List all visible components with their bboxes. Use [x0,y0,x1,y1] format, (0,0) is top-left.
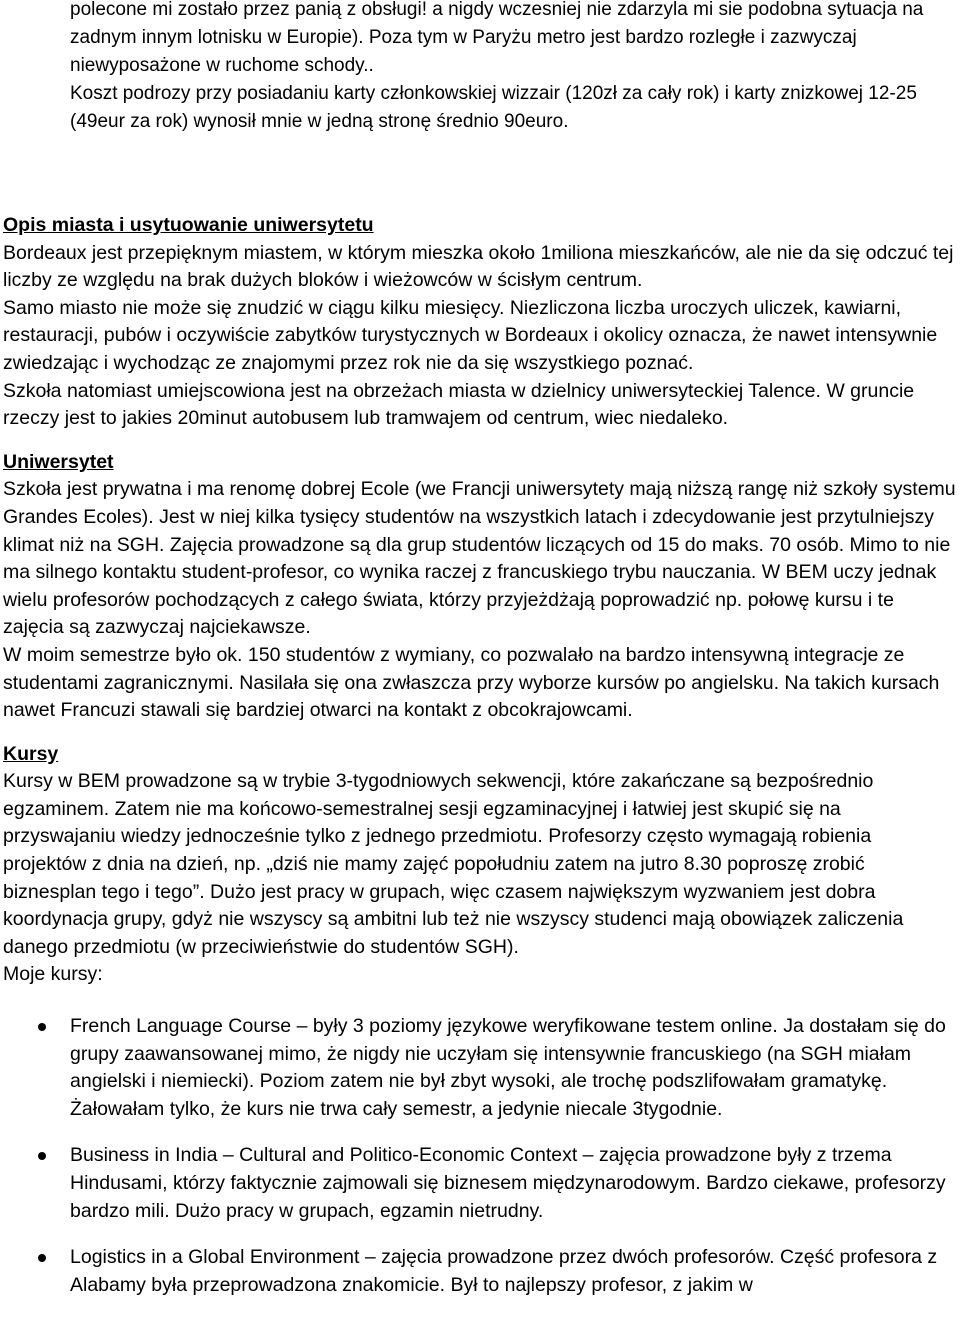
intro-paragraph-2: Koszt podrozy przy posiadaniu karty członkowskiej wizzair (120zł za cały rok) i karty znizkowej 12-25 (49eur za rok) wynosił mnie w jedną stronę średnio 90euro. [70,83,917,132]
university-paragraph-1: Szkoła jest prywatna i ma renomę dobrej Ecole (we Francji uniwersytety mają niższą rangę niż szkoły systemu Grandes Ecoles). Jest w niej kilka tysięcy studentów na wszystkich latach i zdecydowanie jest przytulniejszy klimat niż na SGH. Zajęcia prowadzone są dla grup studentów liczących od 15 do maks. 70 osób. Mimo to nie ma silnego kontaktu student-profesor, co wynika raczej z francuskiego trybu nauczania. W BEM uczy jednak wielu profesorów pochodzących z całego świata, którzy przyjeżdżają poprowadzić np. połowę kursu i te zajęcia są zazwyczaj najciekawsze. [3,478,956,639]
courses-paragraph-1: Kursy w BEM prowadzone są w trybie 3-tygodniowych sekwencji, które zakańczane są bezpośrednio egzaminem. Zatem nie ma końcowo-semestralnej sesji egzaminacyjnej i łatwiej jest skupić się na przyswajaniu wiedzy jednocześnie tylko z jednego przedmiotu. Profesorzy często wymagają robienia projektów z dnia na dzień, np. „dziś nie mamy zajęć popołudniu zatem na jutro 8.30 poproszę zrobić biznesplan tego i tego”. Dużo jest pracy w grupach, więc czasem największym wyzwaniem jest dobra koordynacja grupy, gdyż nie wszyscy są ambitni lub też nie wszyscy studenci mają obowiązek zaliczenia danego przedmiotu (w przeciwieństwie do studentów SGH). [3,770,904,958]
my-courses-label: Moje kursy: [3,963,103,986]
courses-heading: Kursy [3,742,59,765]
city-paragraph-3: Szkoła natomiast umiejscowiona jest na obrzeżach miasta w dzielnicy uniwersyteckiej Talence. W gruncie rzeczy jest to jakies 20minut autobusem lub tramwajem od centrum, wiec niedaleko. [3,379,915,430]
section-gap [3,725,958,741]
course-item: Logistics in a Global Environment – zajęcia prowadzone przez dwóch profesorów. Część profesora z Alabamy była przeprowadzona znakomicie. Był to najlepszy profesor, z jakim w [3,1244,958,1299]
intro-paragraph-1: polecone mi zostało przez panią z obsługi! a nigdy wczesniej nie zdarzyla mi sie podobna sytuacja na zadnym innym lotnisku w Europie). Poza tym w Paryżu metro jest bardzo rozległe i zazwyczaj niewyposażone w ruchome schody.. [70,0,924,76]
university-heading: Uniwersytet [3,450,114,473]
city-paragraph-2: Samo miasto nie może się znudzić w ciągu kilku miesięcy. Niezliczona liczba uroczych uliczek, kawiarni, restauracji, pubów i oczywiście zabytków turystycznych w Bordeaux i okolicy oznacza, że nawet intensywnie zwiedzając i wychodząc ze znajomymi przez rok nie da się wszystkiego poznać. [3,296,938,374]
university-paragraph-2: W moim semestrze było ok. 150 studentów z wymiany, co pozwalało na bardzo intensywną integracje ze studentami zagranicznymi. Nasilała się ona zwłaszcza przy wyborze kursów po angielsku. Na takich kursach nawet Francuzi stawali się bardziej otwarci na kontakt z obcokrajowcami. [3,643,940,722]
course-list [3,1013,958,1299]
course-item: French Language Course – były 3 poziomy językowe weryfikowane testem online. Ja dostałam się do grupy zaawansowanej mimo, że nigdy nie uczyłam się intensywnie francuskiego (na SGH miałam angielski i niemiecki). Poziom zatem nie był zbyt wysoki, ale trochę podszlifowałam gramatykę. Żałowałam tylko, że kurs nie trwa cały semestr, a jedynie niecale 3tygodnie. [3,1013,958,1123]
section-gap [3,433,958,449]
city-heading: Opis miasta i usytuowanie uniwersytetu [3,214,374,236]
intro-block [70,0,955,136]
course-item: Business in India – Cultural and Politico-Economic Context – zajęcia prowadzone były z trzema Hindusami, którzy faktycznie zajmowali się biznesem międzynarodowym. Bardzo ciekawe, profesorzy bardzo mili. Dużo pracy w grupach, egzamin nietrudny. [3,1142,958,1225]
city-paragraph-1: Bordeaux jest przepięknym miastem, w którym mieszka około 1miliona mieszkańców, ale nie da się odczuć tej liczby ze względu na brak dużych bloków i wieżowców w ścisłym centrum. [3,241,954,292]
main-content [3,212,958,1318]
